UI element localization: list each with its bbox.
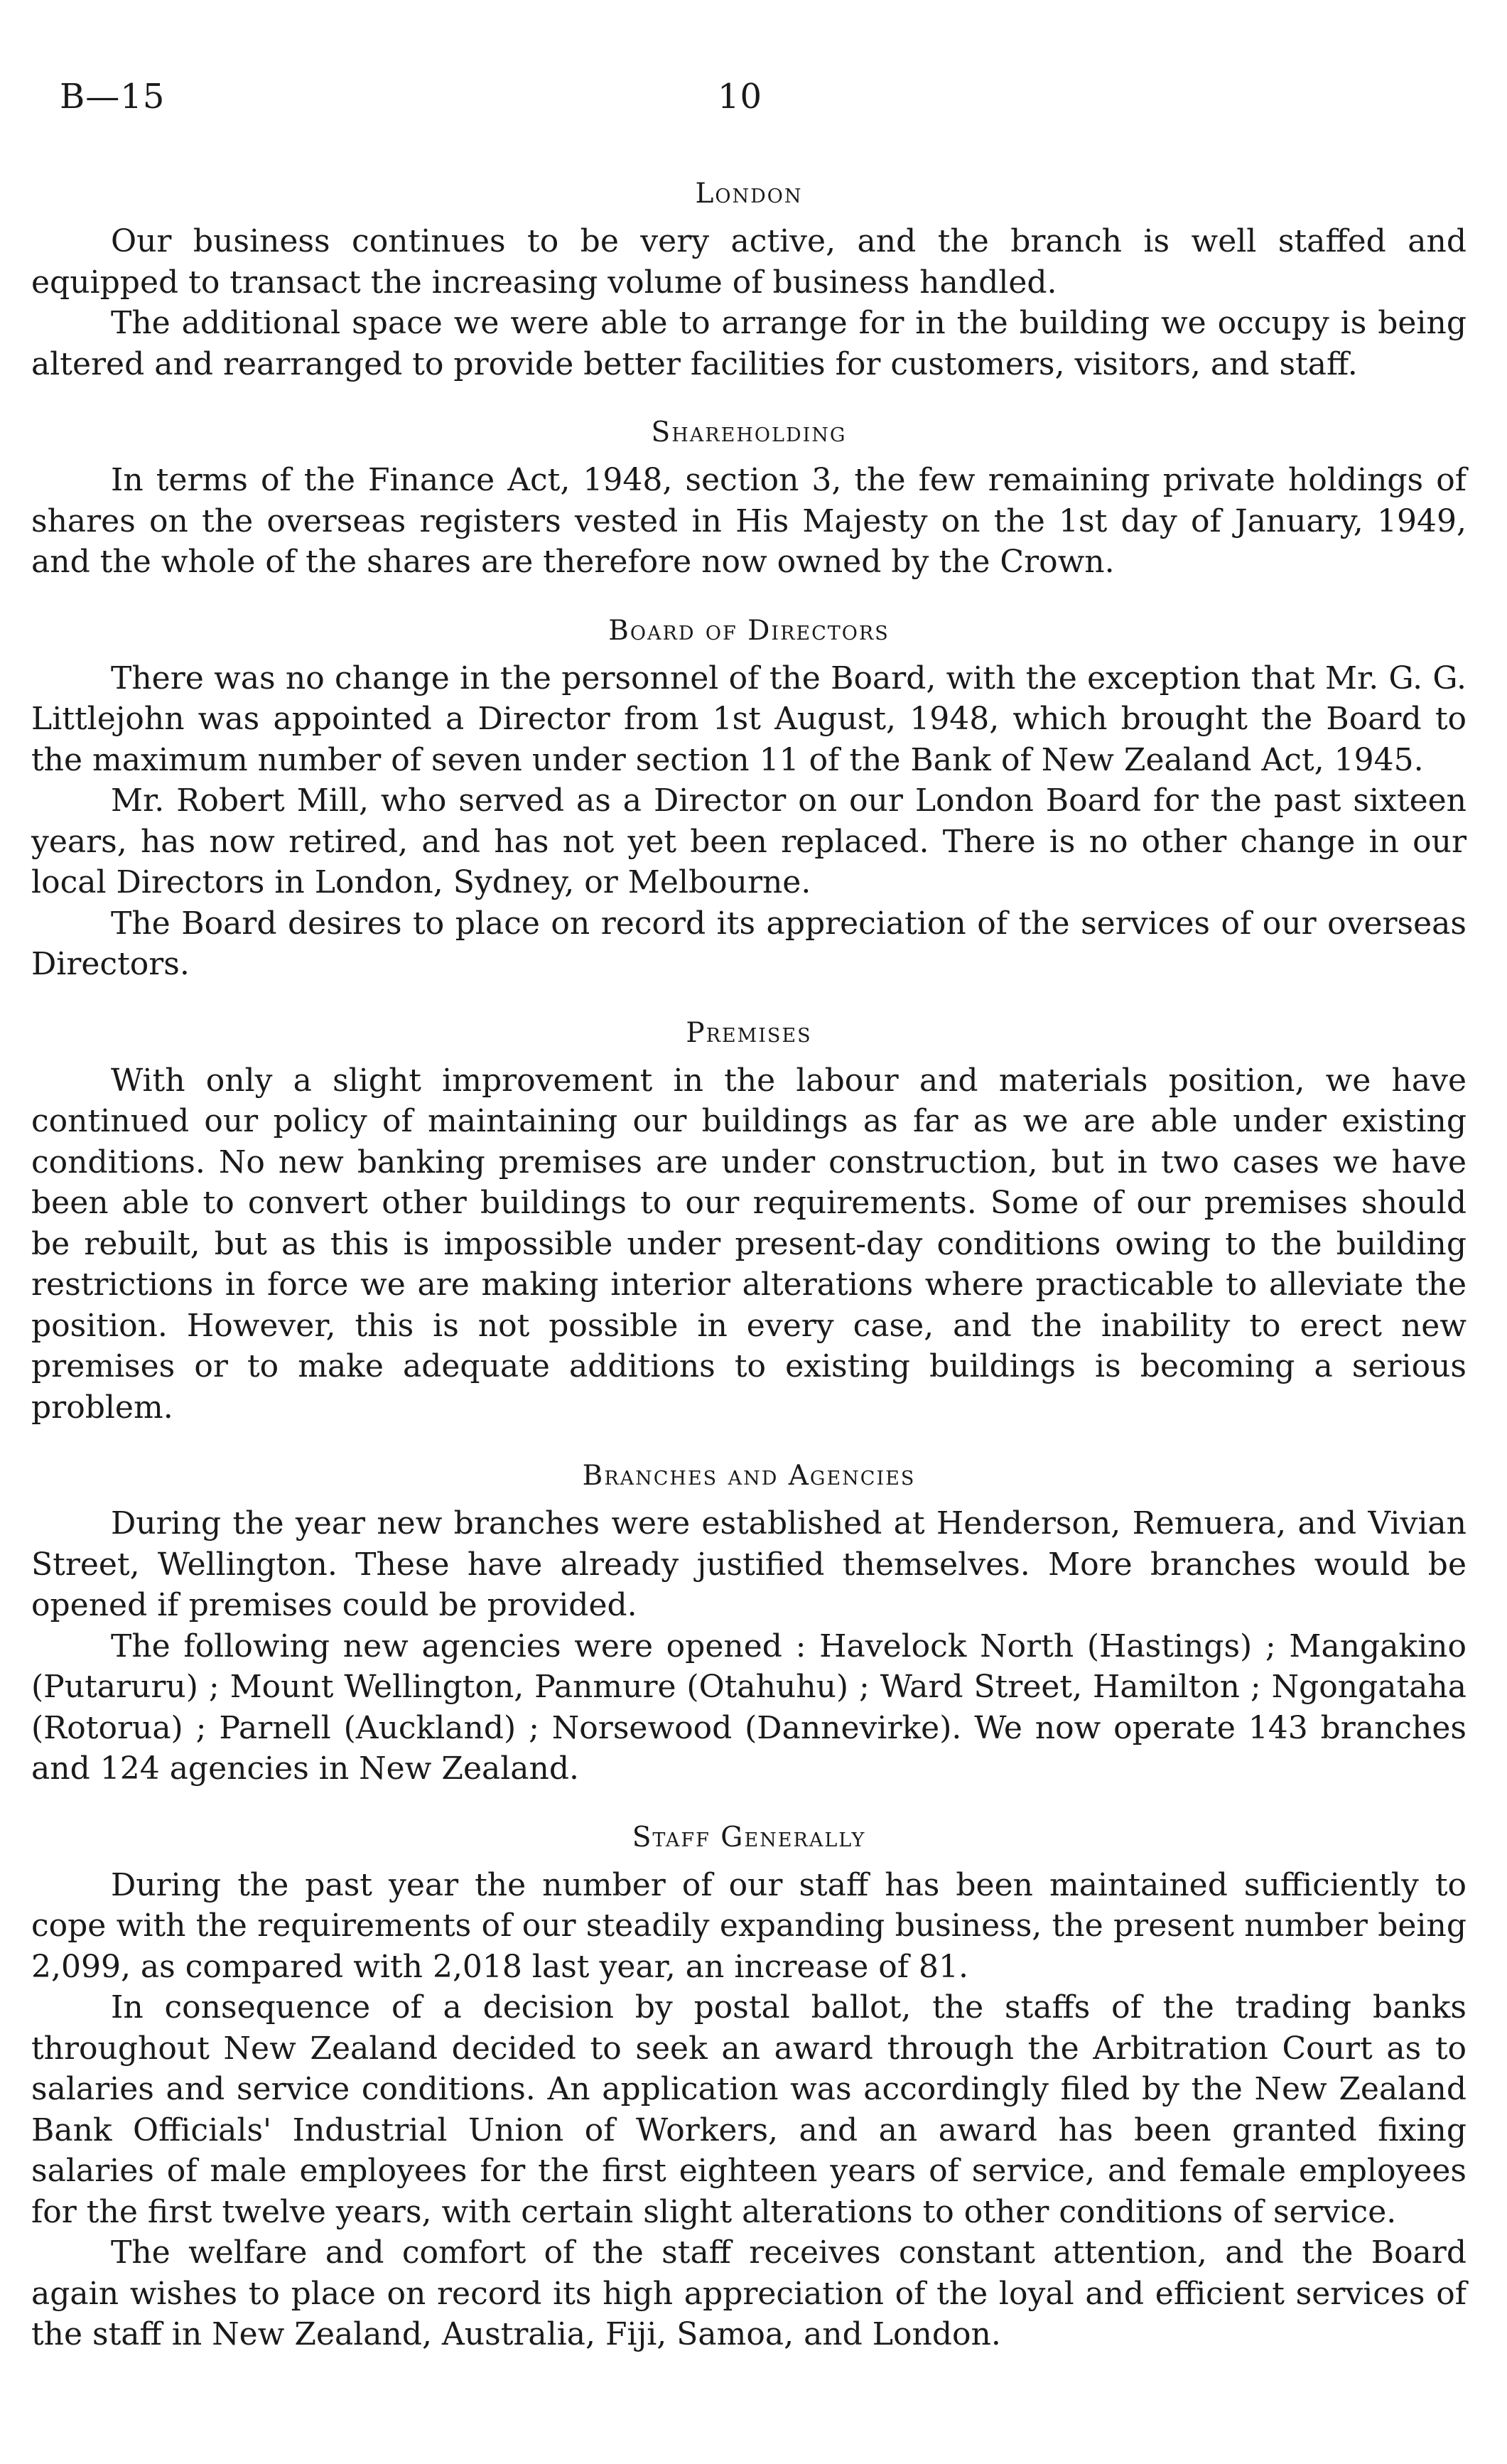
section-heading: Staff Generally [632,1821,866,1854]
paragraph: During the past year the number of our staff has been maintained sufficiently to cope with the requirements of our steadily expanding business, the present number being 2,099, as compared with 2,018 last year, an increase of 81. [31,1866,1467,1985]
section-heading: Shareholding [651,416,847,448]
section-heading: London [695,178,803,210]
paragraph: Our business continues to be very active, and the branch is well staffed and equipped to transact the increasing volume of business handled. [31,223,1467,301]
paragraph: The welfare and comfort of the staff receives constant attention, and the Board again wishes to place on record its high appreciation of the loyal and efficient services of the staff in New Zealand, Australia, Fiji, Samoa, and London. [31,2234,1467,2352]
paragraph: In terms of the Finance Act, 1948, section 3, the few remaining private holdings of shares on the overseas registers vested in His Majesty on the 1st day of January, 1949, and the whole of the shares are therefore now owned by the Crown. [31,462,1467,580]
paragraph: There was no change in the personnel of the Board, with the exception that Mr. G. G. Littlejohn was appointed a Director from 1st August, 1948, which brought the Board to the maximum number of seven under section 11 of the Bank of New Zealand Act, 1945. [31,660,1467,778]
page-number: 10 [718,77,763,117]
paragraph: Mr. Robert Mill, who served as a Director on our London Board for the past sixteen years, has now retired, and has not yet been replaced. There is no other change in our local Directors in London, Sydney, or Melbourne. [31,782,1467,900]
paragraph: The following new agencies were opened : Havelock North (Hastings) ; Mangakino (Putaruru) ; Mount Wellington, Panmure (Otahuhu) ; Ward Street, Hamilton ; Ngongataha (Rotorua) ; Parnell (Auckland) ; Norsewood (Dannevirke). We now operate 143 branches and 124 agencies in New Zealand. [31,1628,1467,1787]
document-body [31,174,1467,2384]
section-heading: Premises [686,1016,812,1049]
paragraph: In consequence of a decision by postal ballot, the staffs of the trading banks throughout New Zealand decided to seek an award through the Arbitration Court as to salaries and service conditions. An application was accordingly filed by the New Zealand Bank Officials' Industrial Union of Workers, and an award has been granted fixing salaries of male employees for the first eighteen years of service, and female employees for the first twelve years, with certain slight alterations to other conditions of service. [31,1989,1467,2230]
section-premises [31,1013,1467,1429]
section-heading: Branches and Agencies [582,1460,916,1492]
section-london [31,174,1467,384]
paragraph: The Board desires to place on record its appreciation of the services of our overseas Directors. [31,905,1467,982]
document-reference: B—15 [60,77,166,117]
paragraph: During the year new branches were established at Henderson, Remuera, and Vivian Street, Wellington. These have already justified themselves. More branches would be opened if premises could be provided. [31,1505,1467,1623]
section-heading: Board of Directors [608,614,890,647]
section-staff-generally [31,1818,1467,2355]
paragraph: The additional space we were able to arrange for in the building we occupy is being altered and rearranged to provide better facilities for customers, visitors, and staff. [31,305,1467,382]
section-shareholding [31,413,1467,583]
section-branches-and-agencies [31,1456,1467,1790]
paragraph: With only a slight improvement in the labour and materials position, we have continued our policy of maintaining our buildings as far as we are able under existing conditions. No new banking premises are under construction, but in two cases we have been able to convert other buildings to our requirements. Some of our premises should be rebuilt, but as this is impossible under present-day conditions owing to the building restrictions in force we are making interior alterations where practicable to alleviate the position. However, this is not possible in every case, and the inability to erect new premises or to make adequate additions to existing buildings is becoming a serious problem. [31,1062,1467,1426]
section-board-of-directors [31,611,1467,985]
